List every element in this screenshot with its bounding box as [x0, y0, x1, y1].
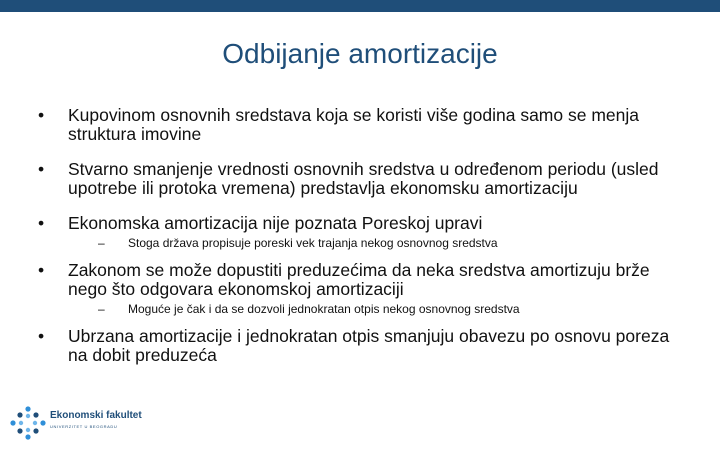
bullet-text: Ekonomska amortizacija nije poznata Poreskoj upravi [68, 213, 483, 233]
bullet-mark: • [38, 105, 45, 125]
sub-bullet-mark: – [98, 236, 105, 250]
bullet-item [38, 160, 688, 198]
bullet-mark: • [38, 260, 45, 280]
bullet-item [38, 261, 688, 299]
logo-subtitle: UNIVERZITET U BEOGRADU [50, 424, 118, 429]
bullet-item [38, 106, 688, 144]
logo-name: Ekonomski fakultet [50, 410, 142, 421]
bullet-text: Zakonom se može dopustiti preduzećima da neka sredstva amortizuju brže nego što odgovara ekonomskoj amortizaciji [68, 260, 650, 299]
sub-bullet-item [98, 302, 688, 316]
top-accent-bar [0, 0, 720, 12]
sub-bullet-mark: – [98, 302, 105, 316]
bullet-text: Kupovinom osnovnih sredstava koja se koristi više godina samo se menja struktura imovine [68, 105, 639, 144]
bullet-item [38, 327, 688, 365]
dots-logo-icon [8, 405, 48, 441]
bullet-item [38, 214, 688, 233]
slide-title: Odbijanje amortizacije [222, 38, 498, 69]
faculty-logo [8, 405, 178, 441]
bullet-mark: • [38, 159, 45, 179]
bullet-mark: • [38, 326, 45, 346]
sub-bullet-item [98, 236, 688, 250]
bullet-mark: • [38, 213, 45, 233]
sub-bullet-text: Moguće je čak i da se dozvoli jednokratan otpis nekog osnovnog sredstva [128, 302, 520, 316]
bullet-list [38, 106, 688, 365]
bullet-text: Ubrzana amortizacije i jednokratan otpis smanjuju obavezu po osnovu poreza na dobit preduzeća [68, 326, 670, 365]
sub-bullet-text: Stoga država propisuje poreski vek trajanja nekog osnovnog sredstva [128, 236, 498, 250]
bullet-text: Stvarno smanjenje vrednosti osnovnih sredstva u određenom periodu (usled upotrebe ili protoka vremena) predstavlja ekonomsku amortizaciju [68, 159, 659, 198]
